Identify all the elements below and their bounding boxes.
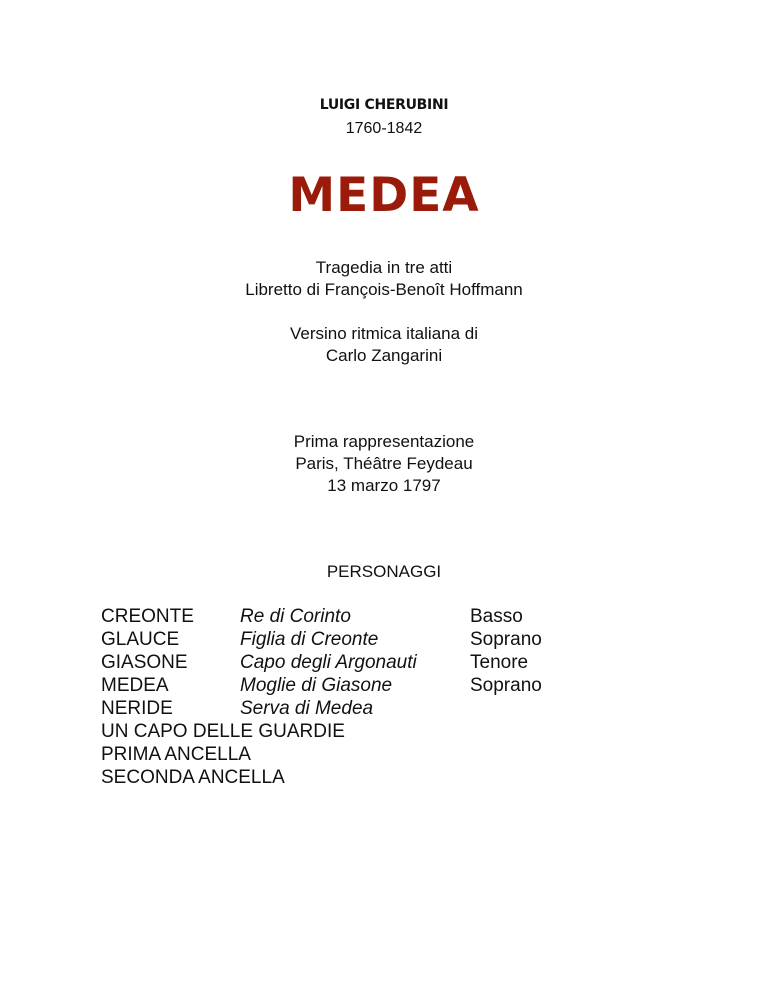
- subtitle-genre: Tragedia in tre atti: [315, 258, 453, 277]
- role-name: SECONDA ANCELLA: [101, 767, 285, 788]
- translator: Carlo Zangarini: [325, 346, 443, 365]
- role-description: Capo degli Argonauti: [240, 652, 417, 673]
- voice-type: Soprano: [470, 675, 542, 696]
- role-name: NERIDE: [101, 698, 173, 719]
- cast-heading: PERSONAGGI: [326, 562, 442, 581]
- translation-line: Versino ritmica italiana di: [289, 324, 479, 343]
- premiere-date: 13 marzo 1797: [327, 476, 441, 495]
- role-description: Figlia di Creonte: [240, 629, 379, 650]
- role-name: GLAUCE: [101, 629, 180, 650]
- role-name: GIASONE: [101, 652, 188, 673]
- composer-dates: 1760-1842: [345, 120, 423, 137]
- premiere-venue: Paris, Théâtre Feydeau: [295, 454, 473, 473]
- role-description: Serva di Medea: [240, 698, 374, 719]
- role-name: UN CAPO DELLE GUARDIE: [101, 721, 345, 742]
- premiere-heading: Prima rappresentazione: [293, 432, 475, 451]
- role-name: MEDEA: [101, 675, 169, 696]
- role-description: Moglie di Giasone: [240, 675, 393, 696]
- composer-name: LUIGI CHERUBINI: [319, 97, 449, 113]
- role-name: CREONTE: [101, 606, 194, 627]
- opera-title: MEDEA: [288, 168, 480, 223]
- role-name: PRIMA ANCELLA: [101, 744, 251, 765]
- role-description: Re di Corinto: [240, 606, 351, 627]
- subtitle-librettist: Libretto di François-Benoît Hoffmann: [245, 280, 523, 299]
- voice-type: Basso: [470, 606, 523, 627]
- voice-type: Tenore: [470, 652, 529, 673]
- voice-type: Soprano: [470, 629, 542, 650]
